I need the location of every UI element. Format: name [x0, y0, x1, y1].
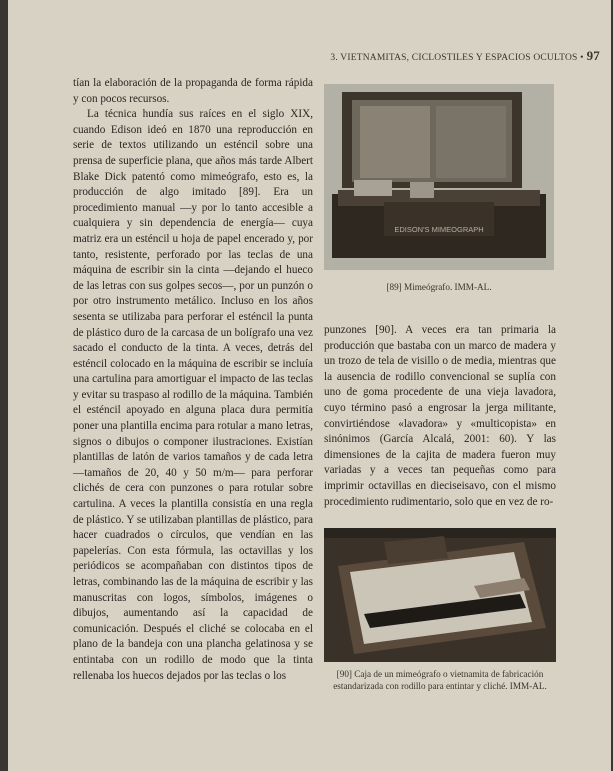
right-text-column [324, 323, 556, 510]
paragraph: tían la elaboración de la propaganda de forma rápida y con pocos recursos. [73, 77, 313, 105]
figure-89-caption: [89] Mimeógrafo. IMM-AL. [386, 282, 492, 292]
running-title: 3. VIETNAMITAS, CICLOSTILES Y ESPACIOS OCULTOS • [330, 53, 584, 63]
paragraph: La técnica hundía sus raíces en el siglo XIX, cuando Edison ideó en 1870 una reproducción en serie de textos utilizando un esténcil sobre una prensa de superficie plana, que años más tarde Albert Blake Dick patentó como mimeógrafo, esto es, la producción de algo imitado [89]. Era un procedimiento manual —y por lo tanto accesible a cualquiera y sin dependencia de energía— cuya matriz era un esténcil u hoja de papel encerado y, por tanto, resistente, perforado por las teclas de una máquina de escribir sin la cinta —dejando el hueco de las letras con sus golpes secos—, por un punzón o por otro instrumento metálico. Incluso en los años sesenta se utilizaba para perforar el esténcil la punta de plástico duro de la carcasa de un bolígrafo una vez sacado el conducto de la tinta. A veces, detrás del esténcil colocado en la máquina de escribir se incluía una cartulina para amortiguar el impacto de las teclas y evitar su traspaso al rodillo de la máquina. También el esténcil apoyado en alguna placa dura permitía poner una plantilla encima para rotular a mano letras, signos o dibujos o componer ilustraciones. Existían plantillas de latón de varios tamaños y de cada letra —tamaños de 20, 40 y 50 m/m— para perforar clichés de cera con punzones o para rotular sobre cartulina. A veces la plantilla consistía en una regla de plástico. Y se utilizaban plantillas de plástico, para hacer cuadrados o círculos, que vendían en las papelerías. Con esta fórmula, las octavillas y los periódicos se acompañaban con distintos tipos de letras, combinando las de la máquina de escribir y las manuscritas con logos, símbolos, imágenes o dibujos, aumentando así la capacidad de comunicación. Después el cliché se colocaba en el plano de la bandeja con una plancha gelatinosa y se entintaba con un rodillo de modo que la tinta rellenaba los huecos dejados por las teclas o los [73, 108, 313, 682]
page-number: 97 [586, 48, 600, 63]
device-label: EDISON'S MIMEOGRAPH [394, 225, 484, 234]
left-text-column [73, 76, 313, 684]
paragraph: punzones [90]. A veces era tan primaria la producción que bastaba con un marco de madera y un trozo de tela de visillo o de media, mientras que la ausencia de rodillo convencional se suplía con uno de goma procedente de una vieja lavadora, cuyo término pasó a engrosar la jerga militante, convirtiéndose «lavadora» y «multicopista» en sinónimos (García Alcalá, 2001: 60). Y las dimensiones de la cajita de madera fueron muy variadas y a veces tan pequeñas como para imprimir octavillas en dieciseisavo, con el mismo procedimiento rudimentario, solo que en vez de ro- [324, 324, 556, 508]
figure-90-mimeograph-box-photo [324, 528, 556, 662]
figure-90-caption: [90] Caja de un mimeógrafo o vietnamita de fabricación estandarizada con rodillo para entintar y cliché. IMM-AL. [333, 669, 547, 691]
mimeograph-box-illustration [324, 528, 556, 662]
mimeograph-illustration [324, 84, 554, 270]
figure-89-mimeograph-photo [324, 84, 554, 270]
running-header [290, 48, 600, 64]
book-page [8, 0, 611, 771]
